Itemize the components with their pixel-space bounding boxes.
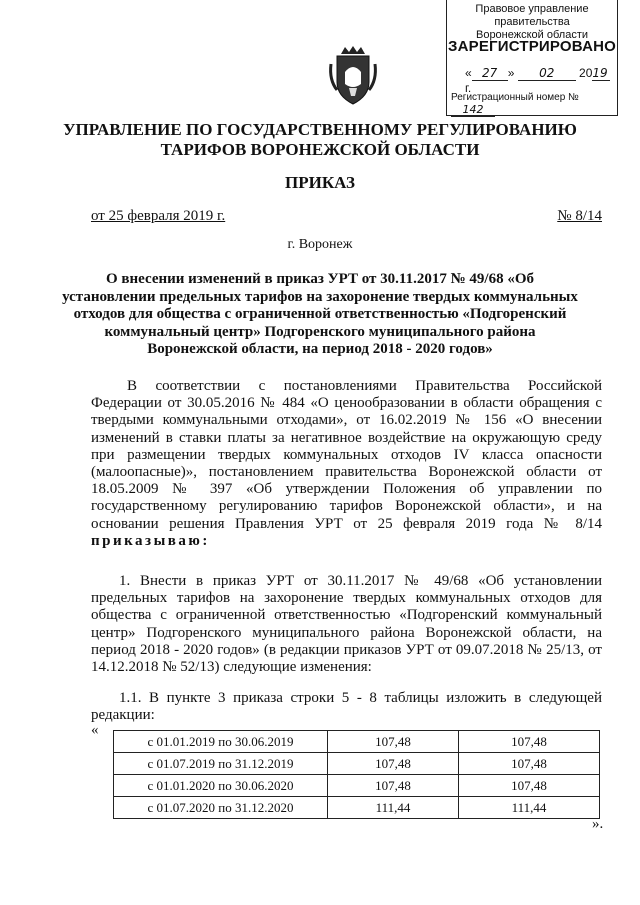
table-row	[114, 731, 600, 753]
table-cell-value: 107,48	[459, 775, 600, 797]
stamp-reg-number: 142	[451, 103, 495, 117]
table-row	[114, 775, 600, 797]
paragraph-1-1: 1.1. В пункте 3 приказа строки 5 - 8 таблицы изложить в следующей редакции:	[91, 690, 602, 724]
table-cell-value: 107,48	[459, 753, 600, 775]
preamble-text: В соответствии с постановлениями Правительства Российской Федерации от 30.05.2016 № 484 «О ценообразовании в области обращения с твердыми коммунальными отходами», от 16.02.2019 № 156 «О внесении изменений в ставки платы за негативное воздействие на окружающую среду при размещении твердых коммунальных отходов IV класса опасности (малоопасные)», постановлением правительства Воронежской области от 18.05.2009 № 397 «Об утверждении Положения об управлении по государственному регулированию тарифов Воронежской области», и на основании решения Правления УРТ от 25 февраля 2019 года № 8/14	[91, 378, 602, 532]
table-cell-period: с 01.07.2019 по 31.12.2019	[114, 753, 328, 775]
stamp-month: 02	[518, 66, 576, 81]
quote-open: «	[91, 722, 99, 738]
stamp-org-line1: Правовое управление правительства	[475, 3, 589, 28]
table-cell-value: 107,48	[459, 731, 600, 753]
stamp-day: 27	[472, 66, 508, 81]
table-row	[114, 797, 600, 819]
authority-title	[0, 120, 640, 160]
authority-title-line1: УПРАВЛЕНИЕ ПО ГОСУДАРСТВЕННОМУ РЕГУЛИРОВАНИЮ	[63, 120, 577, 139]
table-cell-value: 111,44	[328, 797, 459, 819]
doc-city: г. Воронеж	[287, 237, 353, 252]
doc-date: от 25 февраля 2019 г.	[91, 208, 226, 224]
stamp-reg	[451, 92, 613, 117]
doc-type: ПРИКАЗ	[285, 173, 355, 192]
authority-title-line2: ТАРИФОВ ВОРОНЕЖСКОЙ ОБЛАСТИ	[160, 140, 480, 159]
order-word: приказываю:	[91, 532, 210, 549]
stamp-year-prefix: 20	[579, 66, 593, 80]
stamp-reg-label: Регистрационный номер №	[451, 92, 579, 103]
registration-stamp	[446, 0, 618, 116]
table-row	[114, 753, 600, 775]
quote-close: ».	[592, 816, 604, 832]
date-number-line	[91, 208, 602, 225]
paragraph-1: 1. Внести в приказ УРТ от 30.11.2017 № 49/68 «Об установлении предельных тарифов на захоронение твердых коммунальных отходов для общества с ограниченной ответственностью «Подгоренский коммунальный центр» Подгоренского муниципального района Воронежской области, на период 2018 - 2020 годов» (в редакции приказов УРТ от 09.07.2018 № 25/13, от 14.12.2018 № 52/13) следующие изменения:	[91, 573, 602, 676]
table-cell-value: 107,48	[328, 775, 459, 797]
table-cell-value: 107,48	[328, 731, 459, 753]
table-cell-value: 107,48	[328, 753, 459, 775]
stamp-year: 19	[592, 66, 610, 81]
table-cell-value: 111,44	[459, 797, 600, 819]
table-cell-period: с 01.07.2020 по 31.12.2020	[114, 797, 328, 819]
stamp-org	[447, 3, 617, 42]
doc-subject: О внесении изменений в приказ УРТ от 30.11.2017 № 49/68 «Об установлении предельных тарифов на захоронение твердых коммунальных отходов для общества с ограниченной ответственностью «Подгоренский коммунальный центр» Подгоренского муниципального района Воронежской области, на период 2018 - 2020 годов»	[62, 271, 578, 357]
coat-of-arms-icon	[327, 44, 379, 106]
table-cell-period: с 01.01.2020 по 30.06.2020	[114, 775, 328, 797]
rates-table	[113, 730, 600, 819]
paragraph-preamble	[91, 378, 602, 550]
stamp-org-line2: Воронежской области	[475, 29, 588, 41]
stamp-date: « 27 » 02 2019г.	[465, 66, 611, 95]
doc-number: № 8/14	[557, 208, 602, 224]
table-cell-period: с 01.01.2019 по 30.06.2019	[114, 731, 328, 753]
stamp-registered: ЗАРЕГИСТРИРОВАНО	[447, 38, 617, 55]
